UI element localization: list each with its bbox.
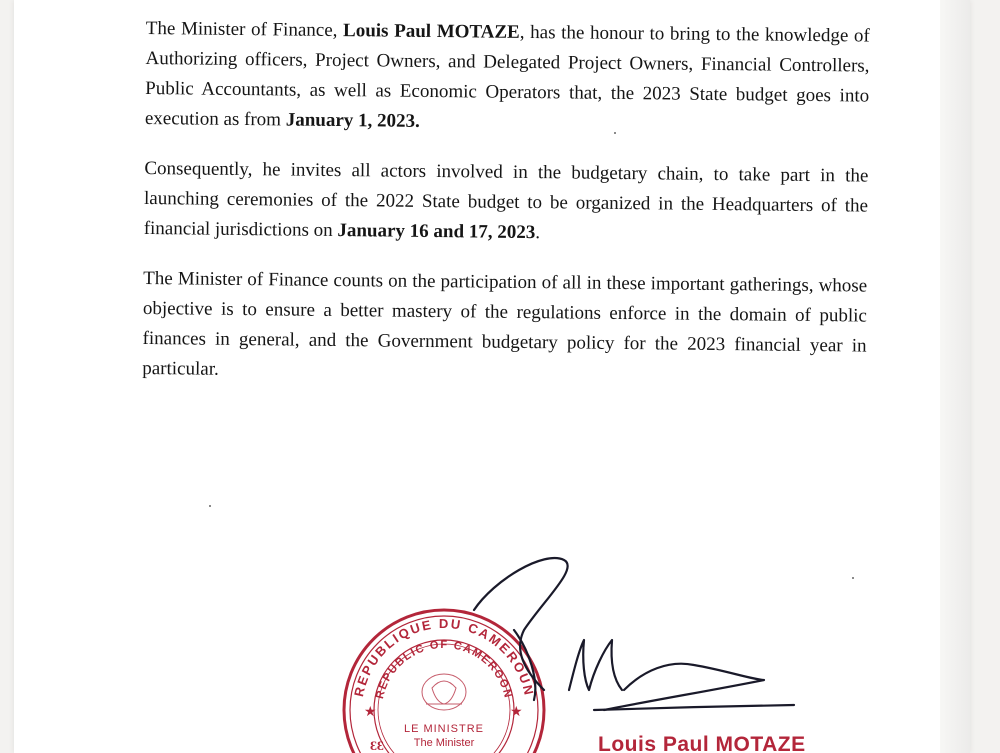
signatory-name: Louis Paul MOTAZE: [598, 733, 806, 753]
seal-star-right: ★: [510, 705, 523, 720]
paragraph-1: [145, 14, 870, 142]
text-segment: .: [535, 222, 541, 244]
seal-left-mark: ƐƐ: [370, 738, 384, 753]
text-segment: The Minister of Finance counts on the participation of all in these important gatherings, whose objective is to ensure a better mastery of the regulations enforce in the domain of public finances in general, and the Government budgetary policy for the 2023 financial year in particular.: [142, 267, 868, 380]
page-edge-shadow: [940, 0, 970, 753]
text-segment-bold: Louis Paul MOTAZE: [342, 20, 520, 43]
text-segment-bold: January 1, 2023.: [285, 109, 420, 132]
seal-outer-text: REPUBLIQUE DU CAMEROUN: [351, 615, 537, 699]
document-page: [14, 0, 970, 753]
speck: [614, 132, 616, 134]
text-segment: The Minister of Finance,: [145, 17, 344, 42]
paragraph-3: [142, 264, 867, 392]
text-segment-bold: January 16 and 17, 2023: [337, 220, 536, 244]
text-segment: Consequently, he invites all actors involved in the budgetary chain, to take part in the launching ceremonies of the 2022 State budget to be organized in the Headquarters of the financial jurisdictions on: [143, 157, 869, 242]
speck: [209, 505, 211, 507]
seal-line-1: LE MINISTRE: [403, 723, 485, 735]
handwritten-signature: [454, 540, 814, 740]
seal-star-left: ★: [364, 705, 377, 720]
letter-body: [142, 14, 870, 412]
paragraph-2: [144, 154, 869, 252]
speck: [852, 577, 854, 579]
seal-line-2: The Minister: [413, 737, 475, 749]
text-segment: , has the honour to bring to the knowledge of Authorizing officers, Project Owners, and Delegated Project Owners, Financial Controllers, Public Accountants, as well as Economic Operators that, the 2023 State budget goes into execution as from: [144, 21, 870, 131]
seal-inner-text: REPUBLIC OF CAMEROON: [374, 638, 514, 701]
